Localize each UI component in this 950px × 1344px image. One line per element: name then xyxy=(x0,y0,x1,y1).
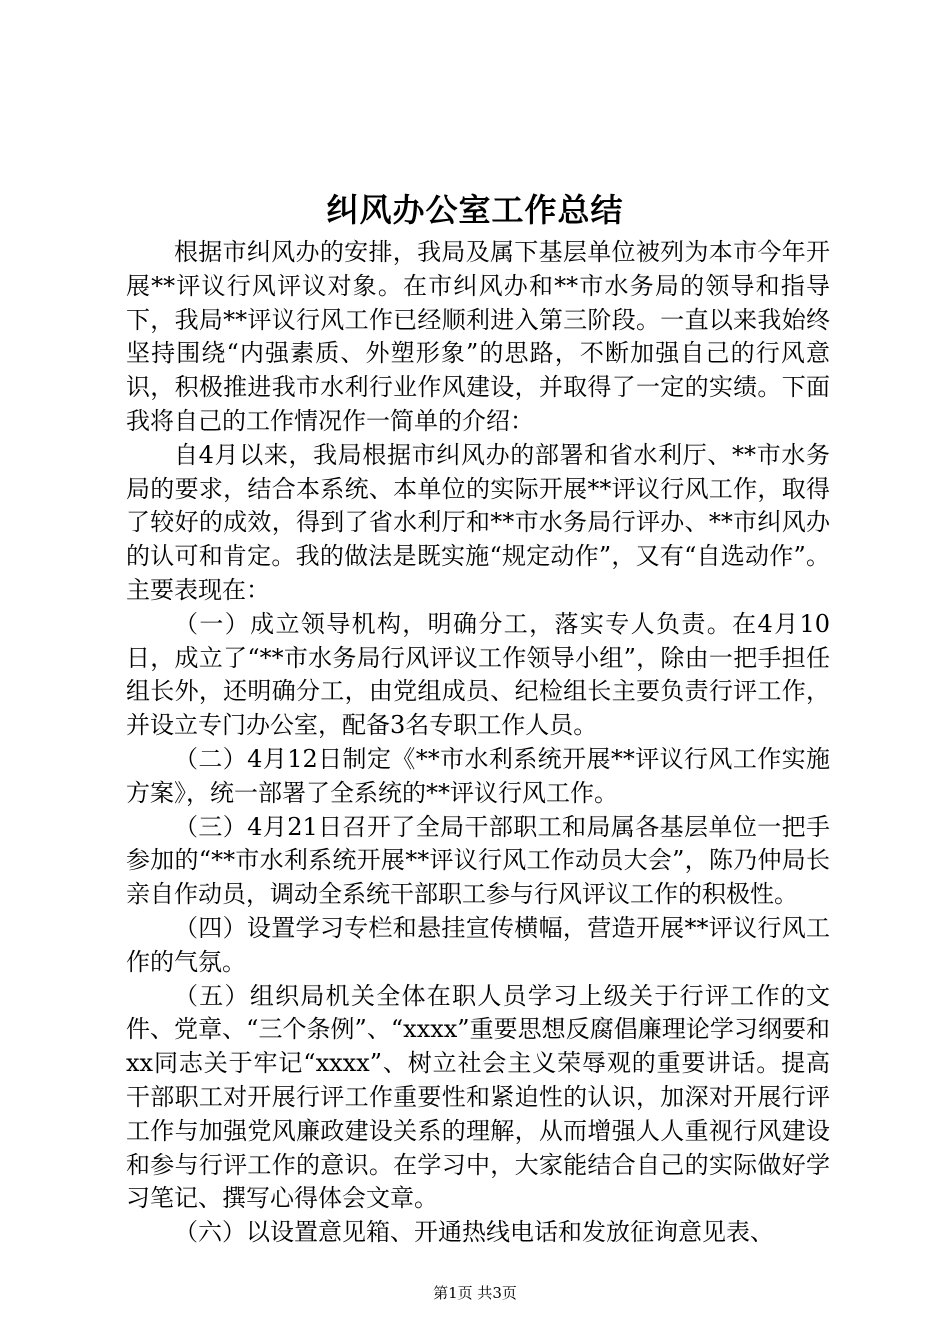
paragraph-intro: 根据市纠风办的安排，我局及属下基层单位被列为本市今年开展**评议行风评议对象。在市纠风办和**市水务局的领导和指导下，我局**评议行风工作已经顺利进入第三阶段。一直以来我始终坚持围绕“内强素质、外塑形象”的思路，不断加强自己的行风意识，积极推进我市水利行业作风建设，并取得了一定的实绩。下面我将自己的工作情况作一简单的介绍： xyxy=(126,238,830,435)
page-title: 纠风办公室工作总结 xyxy=(326,191,624,229)
paragraph-item-2: （二）4月12日制定《**市水利系统开展**评议行风工作实施方案》，统一部署了全系统的**评议行风工作。 xyxy=(126,744,830,807)
document-body xyxy=(126,236,830,1250)
paragraph-item-1: （一）成立领导机构，明确分工，落实专人负责。在4月10日，成立了“**市水务局行风评议工作领导小组”，除由一把手担任组长外，还明确分工，由党组成员、纪检组长主要负责行评工作，并设立专门办公室，配备3名专职工作人员。 xyxy=(126,609,830,740)
paragraph-overview: 自4月以来，我局根据市纠风办的部署和省水利厅、**市水务局的要求，结合本系统、本单位的实际开展**评议行风工作，取得了较好的成效，得到了省水利厅和**市水务局行评办、**市纠风办的认可和肯定。我的做法是既实施“规定动作”，又有“自选动作”。主要表现在： xyxy=(126,440,830,604)
paragraph-item-4: （四）设置学习专栏和悬挂宣传横幅，营造开展**评议行风工作的气氛。 xyxy=(126,913,830,976)
paragraph-item-3: （三）4月21日召开了全局干部职工和局属各基层单位一把手参加的“**市水利系统开展**评议行风工作动员大会”，陈乃仲局长亲自作动员，调动全系统干部职工参与行风评议工作的积极性。 xyxy=(126,812,830,909)
paragraph-item-6: （六）以设置意见箱、开通热线电话和发放征询意见表、 xyxy=(174,1218,774,1247)
paragraph-item-5: （五）组织局机关全体在职人员学习上级关于行评工作的文件、党章、“三个条例”、“xxxx”重要思想反腐倡廉理论学习纲要和xx同志关于牢记“xxxx”、树立社会主义荣辱观的重要讲话。提高干部职工对开展行评工作重要性和紧迫性的认识，加深对开展行评工作与加强党风廉政建设关系的理解，从而增强人人重视行风建设和参与行评工作的意识。在学习中，大家能结合自己的实际做好学习笔记、撰写心得体会文章。 xyxy=(126,981,830,1213)
page-number-footer: 第1页 共3页 xyxy=(433,1284,517,1302)
